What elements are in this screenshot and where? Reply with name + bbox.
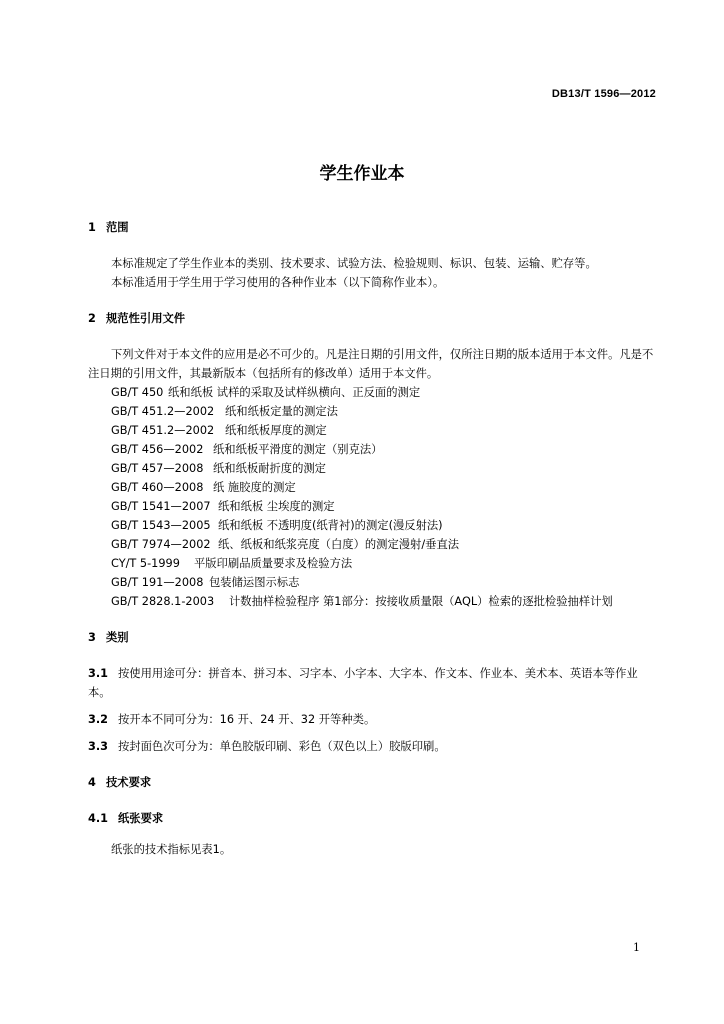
section-3-heading — [88, 628, 660, 647]
reference-code: GB/T 1543—2005 — [111, 519, 211, 532]
subsection-number: 4.1 — [88, 812, 109, 825]
reference-title: 纸和纸板厚度的测定 — [225, 424, 327, 437]
reference-item — [88, 440, 660, 459]
reference-code: CY/T 5-1999 — [111, 557, 180, 570]
reference-title: 纸和纸板耐折度的测定 — [213, 462, 326, 475]
subsection-title: 纸张要求 — [118, 812, 164, 825]
document-body — [88, 218, 660, 859]
reference-title: 纸和纸板 试样的采取及试样纵横向、正反面的测定 — [168, 386, 421, 399]
reference-title: 平版印刷品质量要求及检验方法 — [194, 557, 353, 570]
section-number: 4 — [88, 776, 96, 789]
clause-text: 按封面色次可分为：单色胶版印刷、彩色（双色以上）胶版印刷。 — [118, 740, 446, 753]
paragraph: 纸张的技术指标见表1。 — [111, 843, 232, 856]
reference-code: GB/T 7974—2002 — [111, 538, 211, 551]
reference-item — [88, 421, 660, 440]
reference-item — [88, 383, 660, 402]
section-number: 3 — [88, 631, 96, 644]
section-number: 2 — [88, 312, 96, 325]
section-1-heading — [88, 218, 660, 237]
reference-code: GB/T 451.2—2002 — [111, 405, 215, 418]
reference-item — [88, 554, 660, 573]
reference-item — [88, 497, 660, 516]
reference-item — [88, 573, 660, 592]
clause-number: 3.3 — [88, 740, 109, 753]
reference-item — [88, 459, 660, 478]
reference-code: GB/T 191—2008 — [111, 576, 204, 589]
reference-item — [88, 402, 660, 421]
reference-code: GB/T 456—2002 — [111, 443, 204, 456]
reference-title: 包装储运图示标志 — [209, 576, 300, 589]
reference-title: 纸和纸板 不透明度(纸背衬)的测定(漫反射法) — [218, 519, 443, 532]
section-2-heading — [88, 309, 660, 328]
section-title: 范围 — [106, 221, 129, 234]
section-title: 技术要求 — [106, 776, 152, 789]
subsection-4-1-heading — [88, 809, 660, 828]
paragraph: 本标准规定了学生作业本的类别、技术要求、试验方法、检验规则、标识、包装、运输、贮存等。 — [111, 257, 597, 270]
clause-item — [88, 664, 660, 702]
section-title: 类别 — [106, 631, 129, 644]
reference-code: GB/T 460—2008 — [111, 481, 204, 494]
reference-code: GB/T 457—2008 — [111, 462, 204, 475]
clause-number: 3.2 — [88, 713, 109, 726]
reference-item — [88, 535, 660, 554]
reference-code: GB/T 451.2—2002 — [111, 424, 215, 437]
clause-number: 3.1 — [88, 667, 109, 680]
section-title: 规范性引用文件 — [106, 312, 186, 325]
reference-code: GB/T 1541—2007 — [111, 500, 211, 513]
reference-title: 纸 施胶度的测定 — [213, 481, 296, 494]
standard-code: DB13/T 1596—2012 — [551, 88, 656, 100]
clause-item — [88, 737, 660, 756]
section-number: 1 — [88, 221, 96, 234]
reference-title: 纸、纸板和纸浆亮度（白度）的测定漫射/垂直法 — [218, 538, 460, 551]
reference-item — [88, 592, 660, 611]
paragraph: 下列文件对于本文件的应用是必不可少的。凡是注日期的引用文件，仅所注日期的版本适用于本文件。凡是不注日期的引用文件，其最新版本（包括所有的修改单）适用于本文件。 — [88, 348, 654, 380]
reference-title: 纸和纸板平滑度的测定（别克法） — [213, 443, 383, 456]
clause-text: 按开本不同可分为：16 开、24 开、32 开等种类。 — [118, 713, 376, 726]
reference-title: 计数抽样检验程序 第1部分：按接收质量限（AQL）检索的逐批检验抽样计划 — [229, 595, 613, 608]
paragraph: 本标准适用于学生用于学习使用的各种作业本（以下简称作业本）。 — [111, 276, 445, 289]
reference-code: GB/T 450 — [111, 386, 164, 399]
reference-item — [88, 478, 660, 497]
section-4-heading — [88, 773, 660, 792]
reference-title: 纸和纸板 尘埃度的测定 — [218, 500, 335, 513]
clause-item — [88, 710, 660, 729]
clause-text: 按使用用途可分：拼音本、拼习本、习字本、小字本、大字本、作文本、作业本、美术本、英语本等作业本。 — [88, 667, 638, 699]
reference-title: 纸和纸板定量的测定法 — [225, 405, 338, 418]
document-title: 学生作业本 — [319, 164, 405, 184]
reference-code: GB/T 2828.1-2003 — [111, 595, 215, 608]
reference-item — [88, 516, 660, 535]
page-number: 1 — [633, 941, 640, 954]
